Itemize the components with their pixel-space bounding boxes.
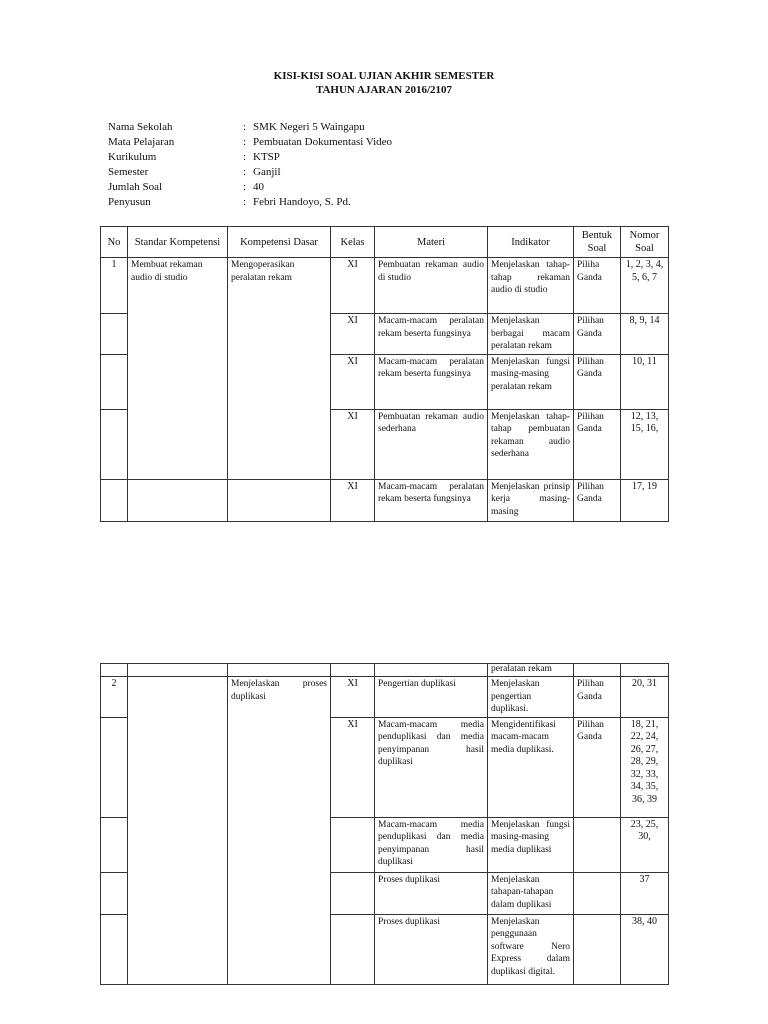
cell-bentuk: Pilihan Ganda	[574, 314, 621, 355]
header-bentuk: Bentuk Soal	[574, 227, 621, 258]
table-row	[101, 479, 669, 521]
cell-kelas: XI	[331, 409, 375, 479]
kisi-kisi-table-page1	[100, 226, 669, 522]
table-row	[101, 664, 669, 677]
cell-kompetensi	[228, 479, 331, 521]
cell-materi: Macam-macam media penduplikasi dan media penyimpanan hasil duplikasi	[375, 717, 488, 817]
info-label: Kurikulum	[108, 151, 157, 163]
document-subtitle: TAHUN AJARAN 2016/2107	[315, 84, 453, 96]
cell-kelas: XI	[331, 479, 375, 521]
info-row-mapel	[108, 135, 392, 150]
cell-indikator: Menjelaskan prinsip kerja masing-masing	[488, 479, 574, 521]
cell-bentuk	[574, 817, 621, 872]
header-kompetensi: Kompetensi Dasar	[228, 227, 331, 258]
cell-nomor	[621, 664, 669, 677]
table-header-row	[101, 227, 669, 258]
cell-bentuk: Pilihan Ganda	[574, 479, 621, 521]
info-row-penyusun	[108, 195, 392, 210]
info-colon: :	[243, 151, 247, 163]
info-row-kurikulum	[108, 150, 392, 165]
cell-materi: Macam-macam peralatan rekam beserta fungsinya	[375, 354, 488, 409]
info-value: Febri Handoyo, S. Pd.	[253, 196, 351, 208]
cell-indikator: Menjelaskan fungsi masing-masing media duplikasi	[488, 817, 574, 872]
info-label: Mata Pelajaran	[108, 136, 175, 148]
cell-kelas: XI	[331, 677, 375, 718]
info-value: Pembuatan Dokumentasi Video	[253, 136, 393, 148]
cell-no	[101, 354, 128, 409]
cell-bentuk: Pilihan Ganda	[574, 354, 621, 409]
cell-bentuk: Pilihan Ganda	[574, 717, 621, 817]
cell-kompetensi	[228, 664, 331, 677]
info-row-semester	[108, 165, 392, 180]
cell-kelas: XI	[331, 717, 375, 817]
cell-bentuk	[574, 872, 621, 914]
cell-bentuk: Pilihan Ganda	[574, 677, 621, 718]
cell-nomor: 12, 13, 15, 16,	[621, 409, 669, 479]
header-nomor: Nomor Soal	[621, 227, 669, 258]
cell-no	[101, 409, 128, 479]
cell-bentuk: Pilihan Ganda	[574, 409, 621, 479]
cell-kompetensi: Menjelaskan proses duplikasi	[228, 677, 331, 985]
cell-indikator: peralatan rekam	[488, 664, 574, 677]
cell-indikator: Menjelaskan tahapan-tahapan dalam duplikasi	[488, 872, 574, 914]
cell-indikator: Menjelaskan penggunaan software Nero Express dalam duplikasi digital.	[488, 914, 574, 984]
info-label: Penyusun	[108, 196, 151, 208]
table-row	[101, 677, 669, 718]
info-row-jumlah	[108, 180, 392, 195]
cell-materi: Macam-macam peralatan rekam beserta fungsinya	[375, 314, 488, 355]
cell-materi: Macam-macam peralatan rekam beserta fungsinya	[375, 479, 488, 521]
cell-kelas	[331, 817, 375, 872]
info-value: KTSP	[253, 151, 280, 163]
cell-materi: Pengertian duplikasi	[375, 677, 488, 718]
cell-no	[101, 872, 128, 914]
cell-materi	[375, 664, 488, 677]
cell-nomor: 20, 31	[621, 677, 669, 718]
info-row-sekolah	[108, 120, 392, 135]
cell-no: 2	[101, 677, 128, 718]
cell-materi: Macam-macam media penduplikasi dan media penyimpanan hasil duplikasi	[375, 817, 488, 872]
info-colon: :	[243, 166, 247, 178]
info-value: 40	[253, 181, 264, 193]
cell-materi: Pembuatan rekaman audio di studio	[375, 258, 488, 314]
info-colon: :	[243, 136, 247, 148]
kisi-kisi-table-page2	[100, 663, 669, 985]
header-no: No	[101, 227, 128, 258]
info-value: Ganjil	[253, 166, 281, 178]
cell-no	[101, 479, 128, 521]
cell-indikator: Menjelaskan tahap-tahap pembuatan rekaman audio sederhana	[488, 409, 574, 479]
cell-no	[101, 817, 128, 872]
cell-nomor: 10, 11	[621, 354, 669, 409]
info-label: Jumlah Soal	[108, 181, 163, 193]
cell-indikator: Menjelaskan pengertian duplikasi.	[488, 677, 574, 718]
cell-kelas	[331, 914, 375, 984]
cell-nomor: 18, 21, 22, 24, 26, 27, 28, 29, 32, 33, 34, 35, 36, 39	[621, 717, 669, 817]
cell-indikator: Menjelaskan tahap-tahap rekaman audio di studio	[488, 258, 574, 314]
cell-nomor: 38, 40	[621, 914, 669, 984]
cell-no	[101, 717, 128, 817]
document-title: KISI-KISI SOAL UJIAN AKHIR SEMESTER	[273, 70, 495, 82]
cell-indikator: Menjelaskan berbagai macam peralatan rekam	[488, 314, 574, 355]
info-colon: :	[243, 181, 247, 193]
info-colon: :	[243, 196, 247, 208]
identity-block	[108, 120, 392, 210]
info-colon: :	[243, 121, 247, 133]
cell-no: 1	[101, 258, 128, 314]
cell-standar	[128, 664, 228, 677]
cell-kelas: XI	[331, 354, 375, 409]
cell-nomor: 23, 25, 30,	[621, 817, 669, 872]
info-label: Semester	[108, 166, 149, 178]
table-row	[101, 258, 669, 314]
cell-materi: Proses duplikasi	[375, 914, 488, 984]
cell-kelas	[331, 664, 375, 677]
header-kelas: Kelas	[331, 227, 375, 258]
cell-standar: Membuat rekaman audio di studio	[128, 258, 228, 480]
info-value: SMK Negeri 5 Waingapu	[253, 121, 365, 133]
cell-materi: Proses duplikasi	[375, 872, 488, 914]
cell-bentuk	[574, 914, 621, 984]
cell-no	[101, 664, 128, 677]
cell-bentuk	[574, 664, 621, 677]
header-materi: Materi	[375, 227, 488, 258]
cell-indikator: Menjelaskan fungsi masing-masing peralatan rekam	[488, 354, 574, 409]
cell-kelas: XI	[331, 314, 375, 355]
cell-no	[101, 314, 128, 355]
cell-kompetensi: Mengoperasikan peralatan rekam	[228, 258, 331, 480]
header-standar: Standar Kompetensi	[128, 227, 228, 258]
cell-indikator: Mengidentifikasi macam-macam media duplikasi.	[488, 717, 574, 817]
cell-kelas	[331, 872, 375, 914]
cell-nomor: 8, 9, 14	[621, 314, 669, 355]
cell-nomor: 37	[621, 872, 669, 914]
info-label: Nama Sekolah	[108, 121, 173, 133]
cell-no	[101, 914, 128, 984]
cell-nomor: 17, 19	[621, 479, 669, 521]
header-indikator: Indikator	[488, 227, 574, 258]
cell-materi: Pembuatan rekaman audio sederhana	[375, 409, 488, 479]
cell-kelas: XI	[331, 258, 375, 314]
cell-standar	[128, 479, 228, 521]
cell-bentuk: Piliha Ganda	[574, 258, 621, 314]
cell-nomor: 1, 2, 3, 4, 5, 6, 7	[621, 258, 669, 314]
cell-standar	[128, 677, 228, 985]
